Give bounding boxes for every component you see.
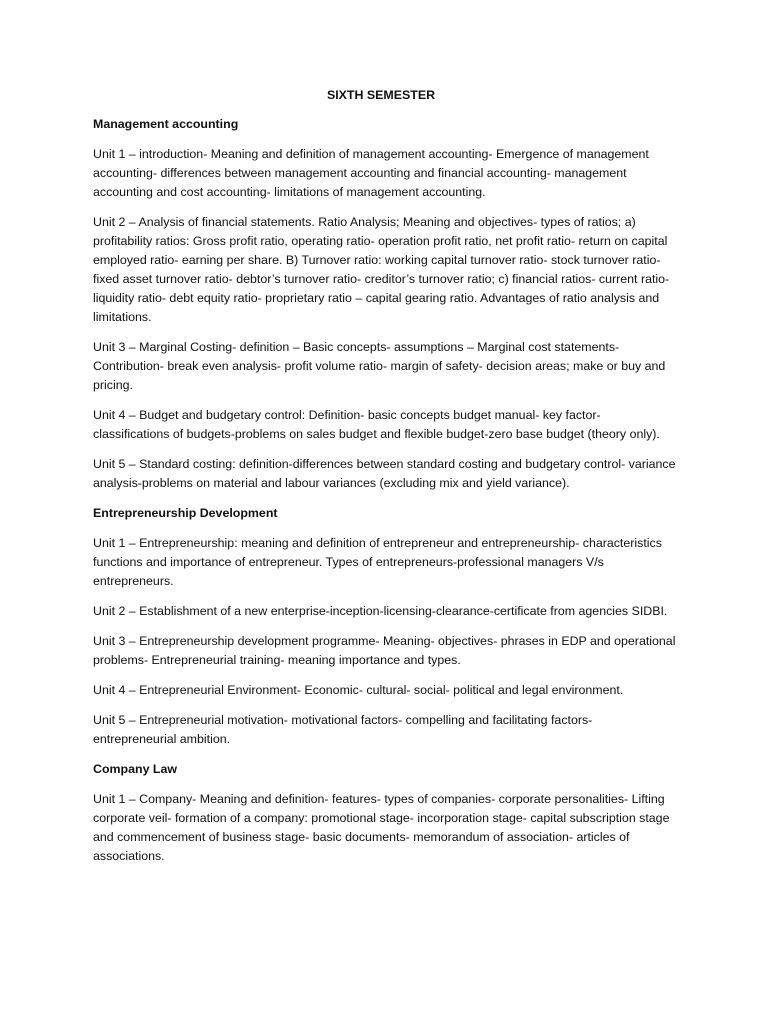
management-accounting-unit-2: Unit 2 – Analysis of financial statements. Ratio Analysis; Meaning and objectives- types of ratios; a) profitability ratios: Gross profit ratio, operating ratio- operation profit ratio, net profit ratio- return on capital employed ratio- earning per share. B) Turnover ratio: working capital turnover ratio- stock turnover ratio-fixed asset turnover ratio- debtor’s turnover ratio- creditor’s turnover ratio; c) financial ratios- current ratio- liquidity ratio- debt equity ratio- proprietary ratio – capital gearing ratio. Advantages of ratio analysis and limitations. <box>93 215 670 324</box>
entrepreneurship-unit-1: Unit 1 – Entrepreneurship: meaning and definition of entrepreneur and entrepreneurship- characteristics functions and importance of entrepreneur. Types of entrepreneurs-professional managers V/s entrepreneurs. <box>93 536 662 588</box>
entrepreneurship-unit-4: Unit 4 – Entrepreneurial Environment- Economic- cultural- social- political and legal environment. <box>93 683 624 697</box>
section-heading-company-law: Company Law <box>93 762 177 776</box>
page-title: SIXTH SEMESTER <box>326 88 436 102</box>
entrepreneurship-unit-3: Unit 3 – Entrepreneurship development programme- Meaning- objectives- phrases in EDP and operational problems- Entrepreneurial training- meaning importance and types. <box>93 634 676 667</box>
section-heading-management-accounting: Management accounting <box>93 117 239 131</box>
management-accounting-unit-4: Unit 4 – Budget and budgetary control: Definition- basic concepts budget manual- key factor- classifications of budgets-problems on sales budget and flexible budget-zero base budget (theory only). <box>93 408 660 441</box>
section-heading-entrepreneurship-development: Entrepreneurship Development <box>93 506 278 520</box>
entrepreneurship-unit-5: Unit 5 – Entrepreneurial motivation- motivational factors- compelling and facilitating factors- entrepreneurial ambition. <box>93 713 593 746</box>
company-law-unit-1: Unit 1 – Company- Meaning and definition- features- types of companies- corporate personalities- Lifting corporate veil- formation of a company: promotional stage- incorporation stage- capital subscription stage and commencement of business stage- basic documents- memorandum of association- articles of associations. <box>93 792 670 863</box>
management-accounting-unit-3: Unit 3 – Marginal Costing- definition – Basic concepts- assumptions – Marginal cost statements- Contribution- break even analysis- profit volume ratio- margin of safety- decision areas; make or buy and pricing. <box>93 340 666 392</box>
management-accounting-unit-1: Unit 1 – introduction- Meaning and definition of management accounting- Emergence of management accounting- differences between management accounting and financial accounting- management accounting and cost accounting- limitations of management accounting. <box>93 147 649 199</box>
management-accounting-unit-5: Unit 5 – Standard costing: definition-differences between standard costing and budgetary control- variance analysis-problems on material and labour variances (excluding mix and yield variance). <box>93 457 676 490</box>
document-page <box>93 86 677 877</box>
entrepreneurship-unit-2: Unit 2 – Establishment of a new enterprise-inception-licensing-clearance-certificate from agencies SIDBI. <box>93 604 668 618</box>
